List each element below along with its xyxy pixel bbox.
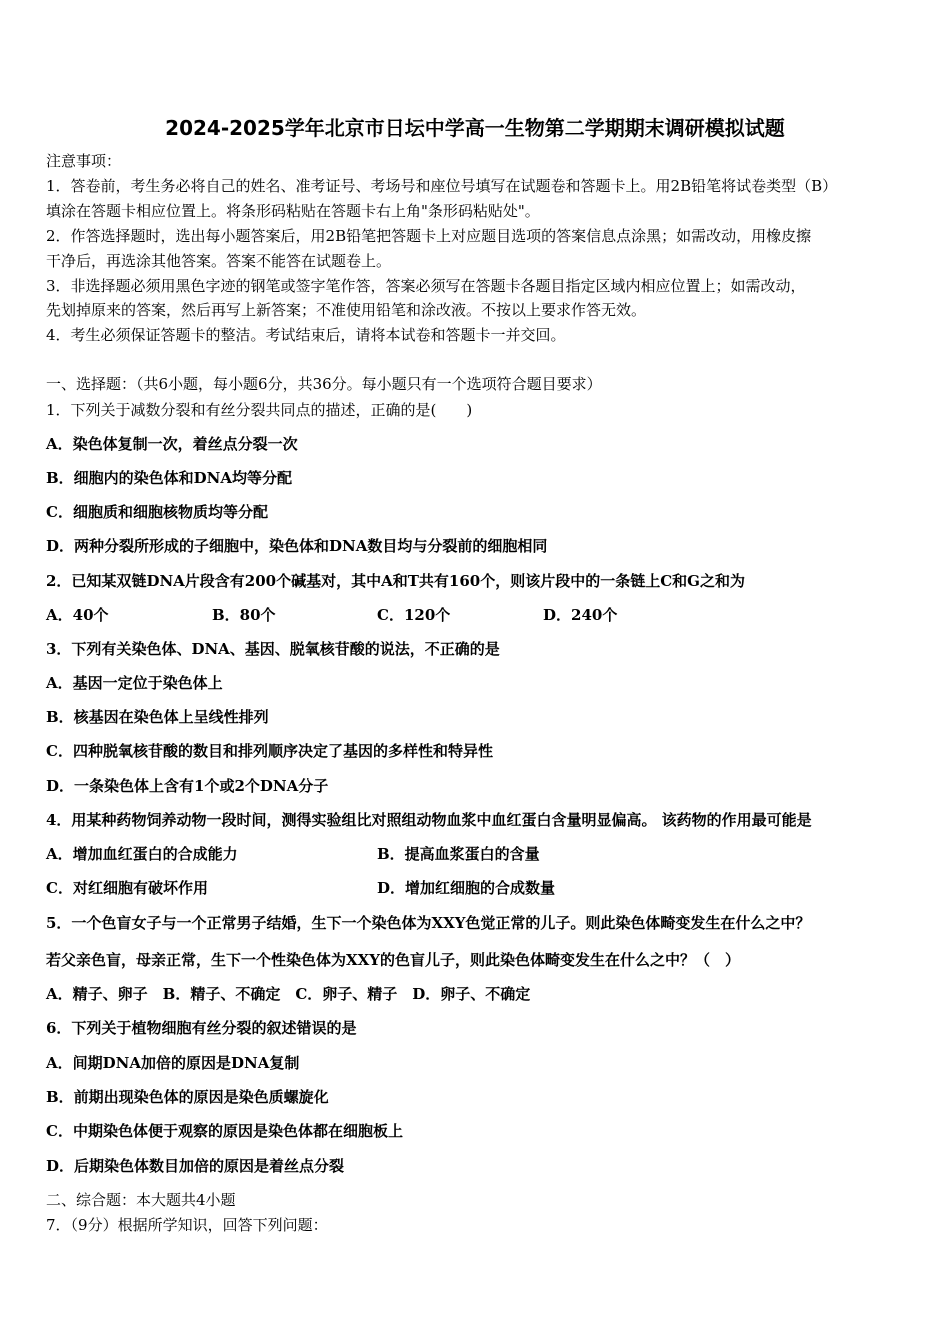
section-heading-choice: 一、选择题：（共6小题，每小题6分，共36分。每小题只有一个选项符合题目要求） [46,375,602,393]
question-2-option-d: D．240个 [543,606,618,624]
question-2-option-b: B．80个 [212,606,276,624]
notice-line: 先划掉原来的答案，然后再写上新答案；不准使用铅笔和涂改液。不按以上要求作答无效。 [46,301,647,319]
question-6-option-b: B．前期出现染色体的原因是染色质螺旋化 [46,1088,329,1106]
question-1-stem: 1．下列关于减数分裂和有丝分裂共同点的描述，正确的是( ) [46,401,473,419]
notice-line: 4．考生必须保证答题卡的整洁。考试结束后，请将本试卷和答题卡一并交回。 [46,326,566,344]
question-2-option-c: C．120个 [377,606,451,624]
page-title: 2024-2025学年北京市日坛中学高一生物第二学期期末调研模拟试题 [165,116,785,140]
question-6-option-a: A．间期DNA加倍的原因是DNA复制 [46,1054,300,1072]
question-1-option-a: A．染色体复制一次，着丝点分裂一次 [46,435,298,453]
question-1-option-c: C．细胞质和细胞核物质均等分配 [46,503,268,521]
question-3-option-a: A．基因一定位于染色体上 [46,674,223,692]
question-3-option-c: C．四种脱氧核苷酸的数目和排列顺序决定了基因的多样性和特异性 [46,742,493,760]
question-2-option-a: A．40个 [46,606,109,624]
question-4-option-c: C．对红细胞有破坏作用 [46,879,208,897]
question-1-option-b: B．细胞内的染色体和DNA均等分配 [46,469,293,487]
question-4-stem: 4．用某种药物饲养动物一段时间，测得实验组比对照组动物血浆中血红蛋白含量明显偏高。 该药物的作用最可能是 [46,811,812,829]
question-4-option-a: A．增加血红蛋白的合成能力 [46,845,238,863]
question-3-stem: 3．下列有关染色体、DNA、基因、脱氧核苷酸的说法，不正确的是 [46,640,500,658]
question-2-stem: 2．已知某双链DNA片段含有200个碱基对，其中A和T共有160个，则该片段中的一条链上C和G之和为 [46,572,745,590]
notice-heading: 注意事项： [46,152,122,170]
question-6-stem: 6．下列关于植物细胞有丝分裂的叙述错误的是 [46,1019,357,1037]
notice-line: 干净后，再选涂其他答案。答案不能答在试题卷上。 [46,252,392,270]
question-4-option-b: B．提高血浆蛋白的含量 [377,845,540,863]
question-4-option-d: D．增加红细胞的合成数量 [377,879,556,897]
question-3-option-d: D．一条染色体上含有1个或2个DNA分子 [46,777,329,795]
question-3-option-b: B．核基因在染色体上呈线性排列 [46,708,269,726]
question-1-option-d: D．两种分裂所形成的子细胞中，染色体和DNA数目均与分裂前的细胞相同 [46,537,548,555]
question-6-option-d: D．后期染色体数目加倍的原因是着丝点分裂 [46,1157,345,1175]
notice-line: 1．答卷前，考生务必将自己的姓名、准考证号、考场号和座位号填写在试题卷和答题卡上。用2B铅笔将试卷类型（B） [46,177,838,195]
notice-line: 3．非选择题必须用黑色字迹的钢笔或签字笔作答，答案必须写在答题卡各题目指定区域内相应位置上；如需改动， [46,277,806,295]
section-heading-comprehensive: 二、综合题：本大题共4小题 [46,1191,236,1209]
question-7-stem: 7．（9分）根据所学知识，回答下列问题： [46,1216,328,1234]
notice-line: 2．作答选择题时，选出每小题答案后，用2B铅笔把答题卡上对应题目选项的答案信息点涂黑；如需改动，用橡皮擦 [46,227,812,245]
question-5-stem-line-2: 若父亲色盲，母亲正常，生下一个性染色体为XXY的色盲儿子，则此染色体畸变发生在什么之中？（ ） [46,951,740,969]
notice-line: 填涂在答题卡相应位置上。将条形码粘贴在答题卡右上角"条形码粘贴处"。 [46,202,540,220]
question-6-option-c: C．中期染色体便于观察的原因是染色体都在细胞板上 [46,1122,403,1140]
question-5-stem-line-1: 5．一个色盲女子与一个正常男子结婚，生下一个染色体为XXY色觉正常的儿子。则此染色体畸变发生在什么之中？ [46,914,811,932]
question-5-options: A．精子、卵子 B．精子、不确定 C．卵子、精子 D．卵子、不确定 [46,985,531,1003]
